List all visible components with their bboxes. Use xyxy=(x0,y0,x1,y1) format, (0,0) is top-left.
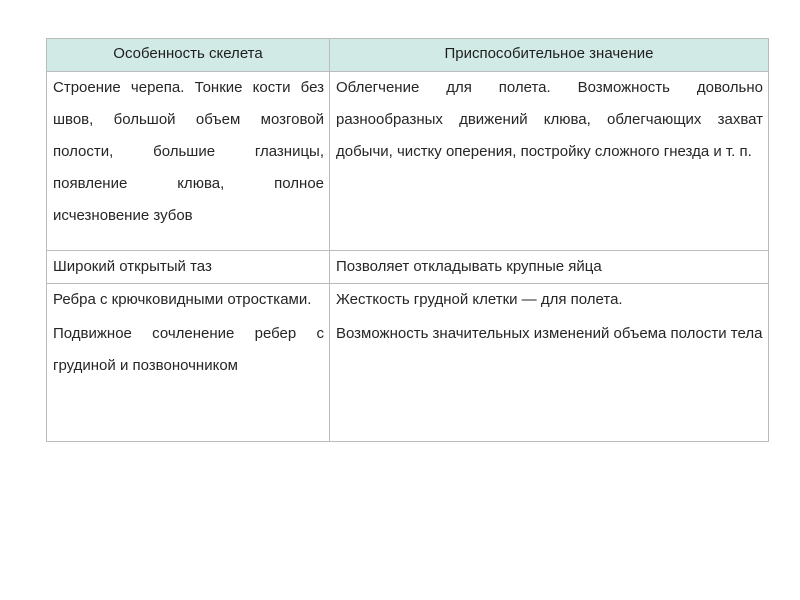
feature-cell xyxy=(47,251,330,284)
feature-cell xyxy=(47,284,330,442)
skeleton-features-table-container xyxy=(46,38,768,438)
feature-cell xyxy=(47,72,330,251)
table-row xyxy=(47,284,769,442)
significance-text: Облегчение для полета. Возможность довольно разнообразных движений клюва, облегчающих захват добычи, чистку оперения, постройку сложного гнезда и т. п. xyxy=(336,79,763,160)
significance-text: Позволяет откладывать крупные яйца xyxy=(336,258,602,275)
table-header-row xyxy=(47,39,769,72)
significance-cell xyxy=(330,72,769,251)
significance-text: Жесткость грудной клетки — для полета. xyxy=(336,291,623,308)
significance-cell xyxy=(330,251,769,284)
significance-text: Возможность значительных изменений объема полости тела xyxy=(336,325,763,342)
significance-cell xyxy=(330,284,769,442)
column-header-significance: Приспособительное значение xyxy=(330,39,769,72)
feature-text: Ребра с крючковидными отростками. xyxy=(53,291,312,308)
feature-text: Широкий открытый таз xyxy=(53,258,212,275)
table-row xyxy=(47,251,769,284)
feature-text: Строение черепа. Тонкие кости без швов, большой объем мозговой полости, большие глазницы, появление клюва, полное исчезновение зубов xyxy=(53,79,324,224)
skeleton-features-table xyxy=(46,38,769,442)
feature-text: Подвижное сочленение ребер с грудиной и позвоночником xyxy=(53,325,324,374)
table-row xyxy=(47,72,769,251)
column-header-feature: Особенность скелета xyxy=(47,39,330,72)
